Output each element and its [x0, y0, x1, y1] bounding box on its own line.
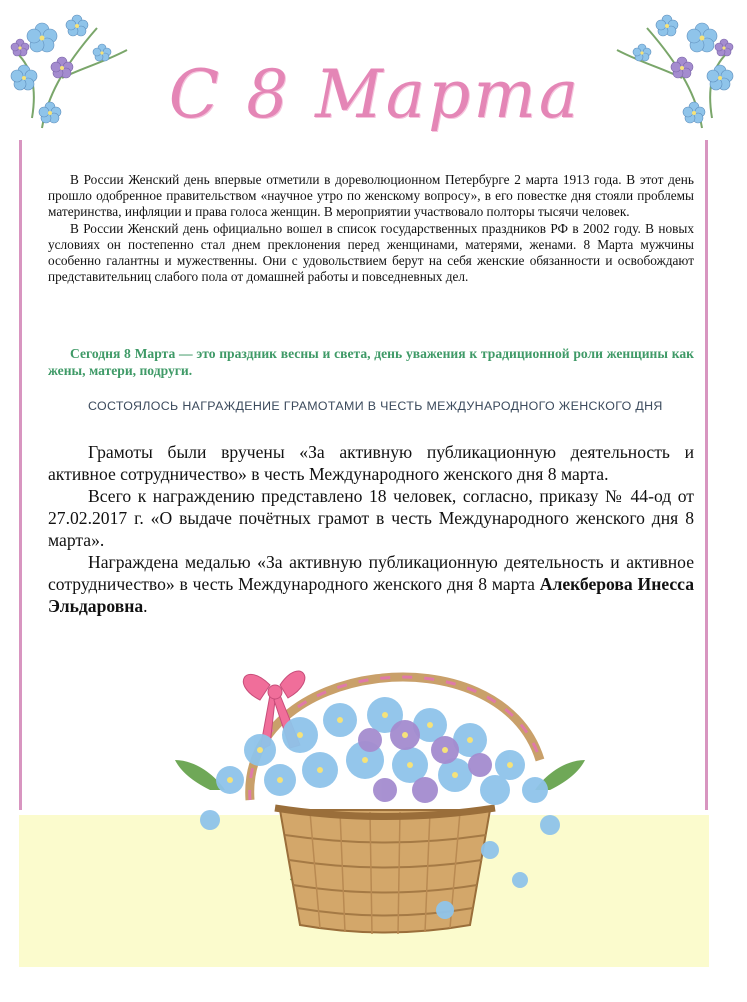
right-border-line: [705, 140, 708, 810]
awards-paragraph-end: .: [143, 596, 148, 616]
section-heading: СОСТОЯЛОСЬ НАГРАЖДЕНИЕ ГРАМОТАМИ В ЧЕСТЬ МЕЖДУНАРОДНОГО ЖЕНСКОГО ДНЯ: [88, 399, 663, 413]
awardee-name: Алекберова Инесса Эльдаровна: [48, 574, 695, 616]
highlight-quote: Сегодня 8 Марта — это праздник весны и света, день уважения к традиционной роли женщины как жены, матери, подруги.: [48, 346, 694, 378]
intro-text: [48, 172, 694, 285]
awards-paragraph: [48, 551, 694, 617]
forget-me-not-corner-left-icon: [2, 8, 132, 133]
flower-basket-icon: [170, 640, 590, 950]
page-title: С 8 Марта: [168, 56, 582, 133]
left-border-line: [19, 140, 22, 810]
awards-text: [48, 441, 694, 617]
awards-paragraph-text: Награждена медалью «За активную публикационную деятельность и активное сотрудничество» в честь Международного женского дня 8 марта: [48, 552, 694, 594]
intro-paragraph: В России Женский день официально вошел в список государственных праздников РФ в 2002 году. В новых условиях он постепенно стал днем преклонения перед женщинами, матерями, женами. 8 Марта мужчины особенно галантны и мужественны. Они с удовольствием берут на себя женские обязанности и освобождают представительниц слабого пола от домашней работы и повседневных дел.: [48, 220, 694, 285]
forget-me-not-corner-right-icon: [612, 8, 742, 133]
awards-paragraph: Всего к награждению представлено 18 человек, согласно, приказу № 44-од от 27.02.2017 г. «О выдаче почётных грамот в честь Международного женского дня 8 марта».: [48, 486, 694, 550]
intro-paragraph: В России Женский день впервые отметили в дореволюционном Петербурге 2 марта 1913 года. В этот день прошло одобренное правительством «научное утро по женскому вопросу», в его повестке дня стояли проблемы материнства, инфляции и права голоса женщин. В мероприятии участвовало полторы тысячи человек.: [48, 172, 694, 220]
awards-paragraph: Грамоты были вручены «За активную публикационную деятельность и активное сотрудничество» в честь Международного женского дня 8 марта.: [48, 442, 694, 484]
